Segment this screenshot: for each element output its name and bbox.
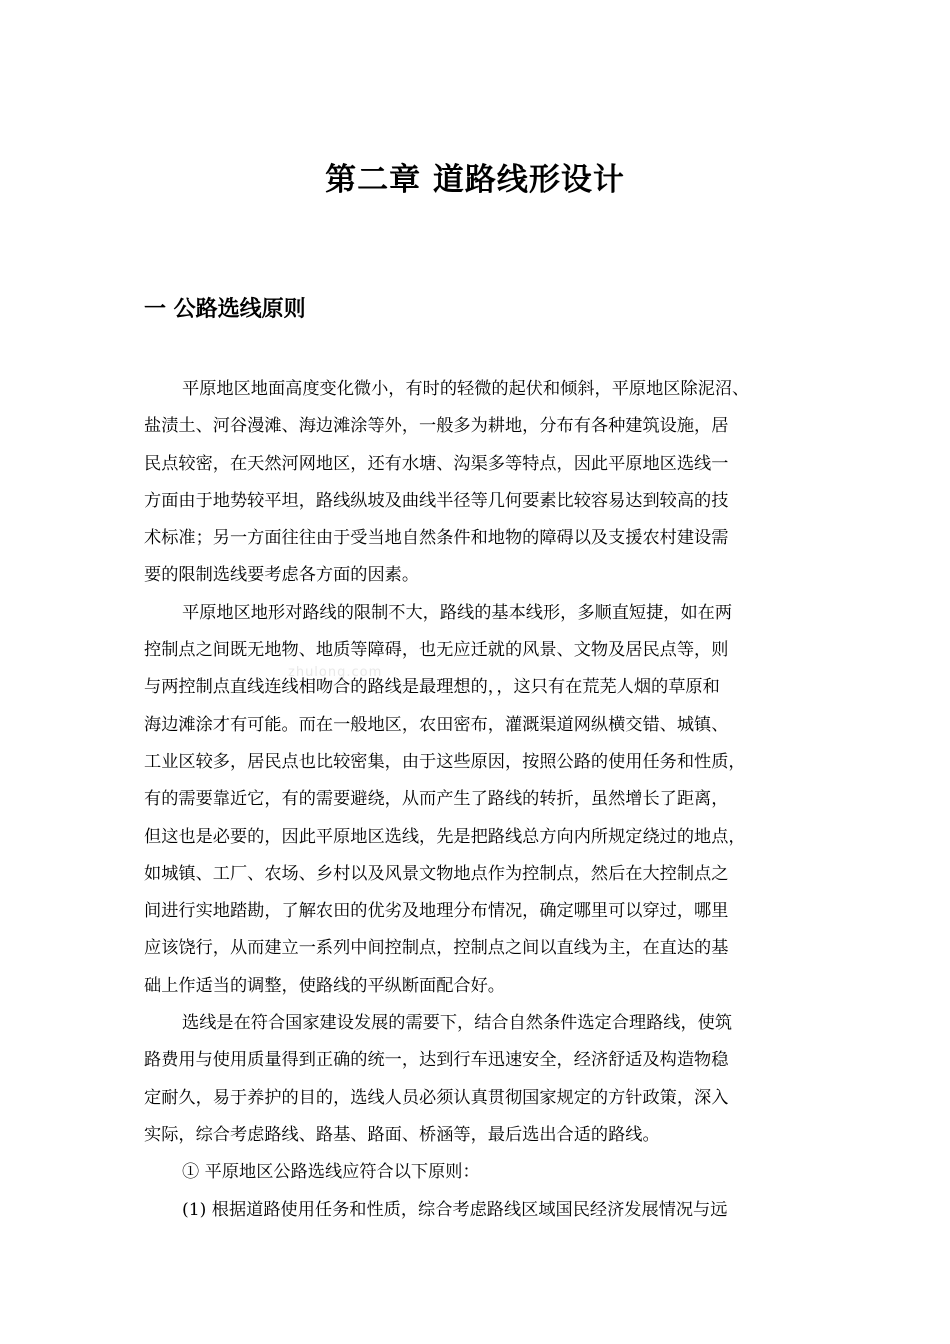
text-line: 路费用与使用质量得到正确的统一，达到行车迅速安全，经济舒适及构造物稳: [144, 1050, 729, 1071]
watermark: zhulong.com: [288, 665, 383, 680]
text-line: 平原地区地形对路线的限制不大，路线的基本线形，多顺直短捷，如在两: [182, 602, 733, 623]
text-line: 选线是在符合国家建设发展的需要下，结合自然条件选定合理路线，使筑: [182, 1013, 733, 1034]
text-line: 工业区较多，居民点也比较密集，由于这些原因，按照公路的使用任务和性质，: [144, 751, 746, 772]
text-line: 盐渍土、河谷漫滩、海边滩涂等外，一般多为耕地，分布有各种建筑设施，居: [144, 416, 729, 437]
text-line: 有的需要靠近它，有的需要避绕，从而产生了路线的转折，虽然增长了距离，: [144, 789, 729, 810]
text-line: (1) 根据道路使用任务和性质，综合考虑路线区域国民经济发展情况与远: [182, 1199, 728, 1220]
text-line: 础上作适当的调整，使路线的平纵断面配合好。: [144, 975, 505, 996]
text-line: 应该饶行，从而建立一系列中间控制点，控制点之间以直线为主，在直达的基: [144, 938, 729, 959]
text-line: 如城镇、工厂、农场、乡村以及风景文物地点作为控制点，然后在大控制点之: [144, 863, 729, 884]
body-text: [144, 371, 824, 1229]
text-line: ① 平原地区公路选线应符合以下原则：: [182, 1162, 480, 1183]
text-line: 平原地区地面高度变化微小，有时的轻微的起伏和倾斜，平原地区除泥沼、: [182, 379, 750, 399]
chapter-title: 第二章 道路线形设计: [325, 162, 625, 198]
text-line: 与两控制点直线连线相吻合的路线是最理想的，，这只有在荒芜人烟的草原和: [144, 677, 720, 698]
text-line: 术标准；另一方面往往由于受当地自然条件和地物的障碍以及支援农村建设需: [144, 528, 729, 549]
text-line: 要的限制选线要考虑各方面的因素。: [144, 565, 420, 586]
text-line: 实际，综合考虑路线、路基、路面、桥涵等，最后选出合适的路线。: [144, 1124, 660, 1145]
text-line: 间进行实地踏勘，了解农田的优劣及地理分布情况，确定哪里可以穿过，哪里: [144, 901, 729, 922]
text-line: 但这也是必要的，因此平原地区选线，先是把路线总方向内所规定绕过的地点，: [144, 826, 746, 847]
text-line: 控制点之间既无地物、地质等障碍，也无应迁就的风景、文物及居民点等，则: [144, 640, 729, 661]
section-title: 一 公路选线原则: [144, 297, 306, 322]
text-line: 定耐久，易于养护的目的，选线人员必须认真贯彻国家规定的方针政策，深入: [144, 1087, 729, 1108]
text-line: 民点较密，在天然河网地区，还有水塘、沟渠多等特点，因此平原地区选线一: [144, 453, 729, 474]
text-line: 方面由于地势较平坦，路线纵坡及曲线半径等几何要素比较容易达到较高的技: [144, 490, 729, 511]
text-line: 海边滩涂才有可能。而在一般地区，农田密布，灌溉渠道网纵横交错、城镇、: [144, 714, 729, 735]
